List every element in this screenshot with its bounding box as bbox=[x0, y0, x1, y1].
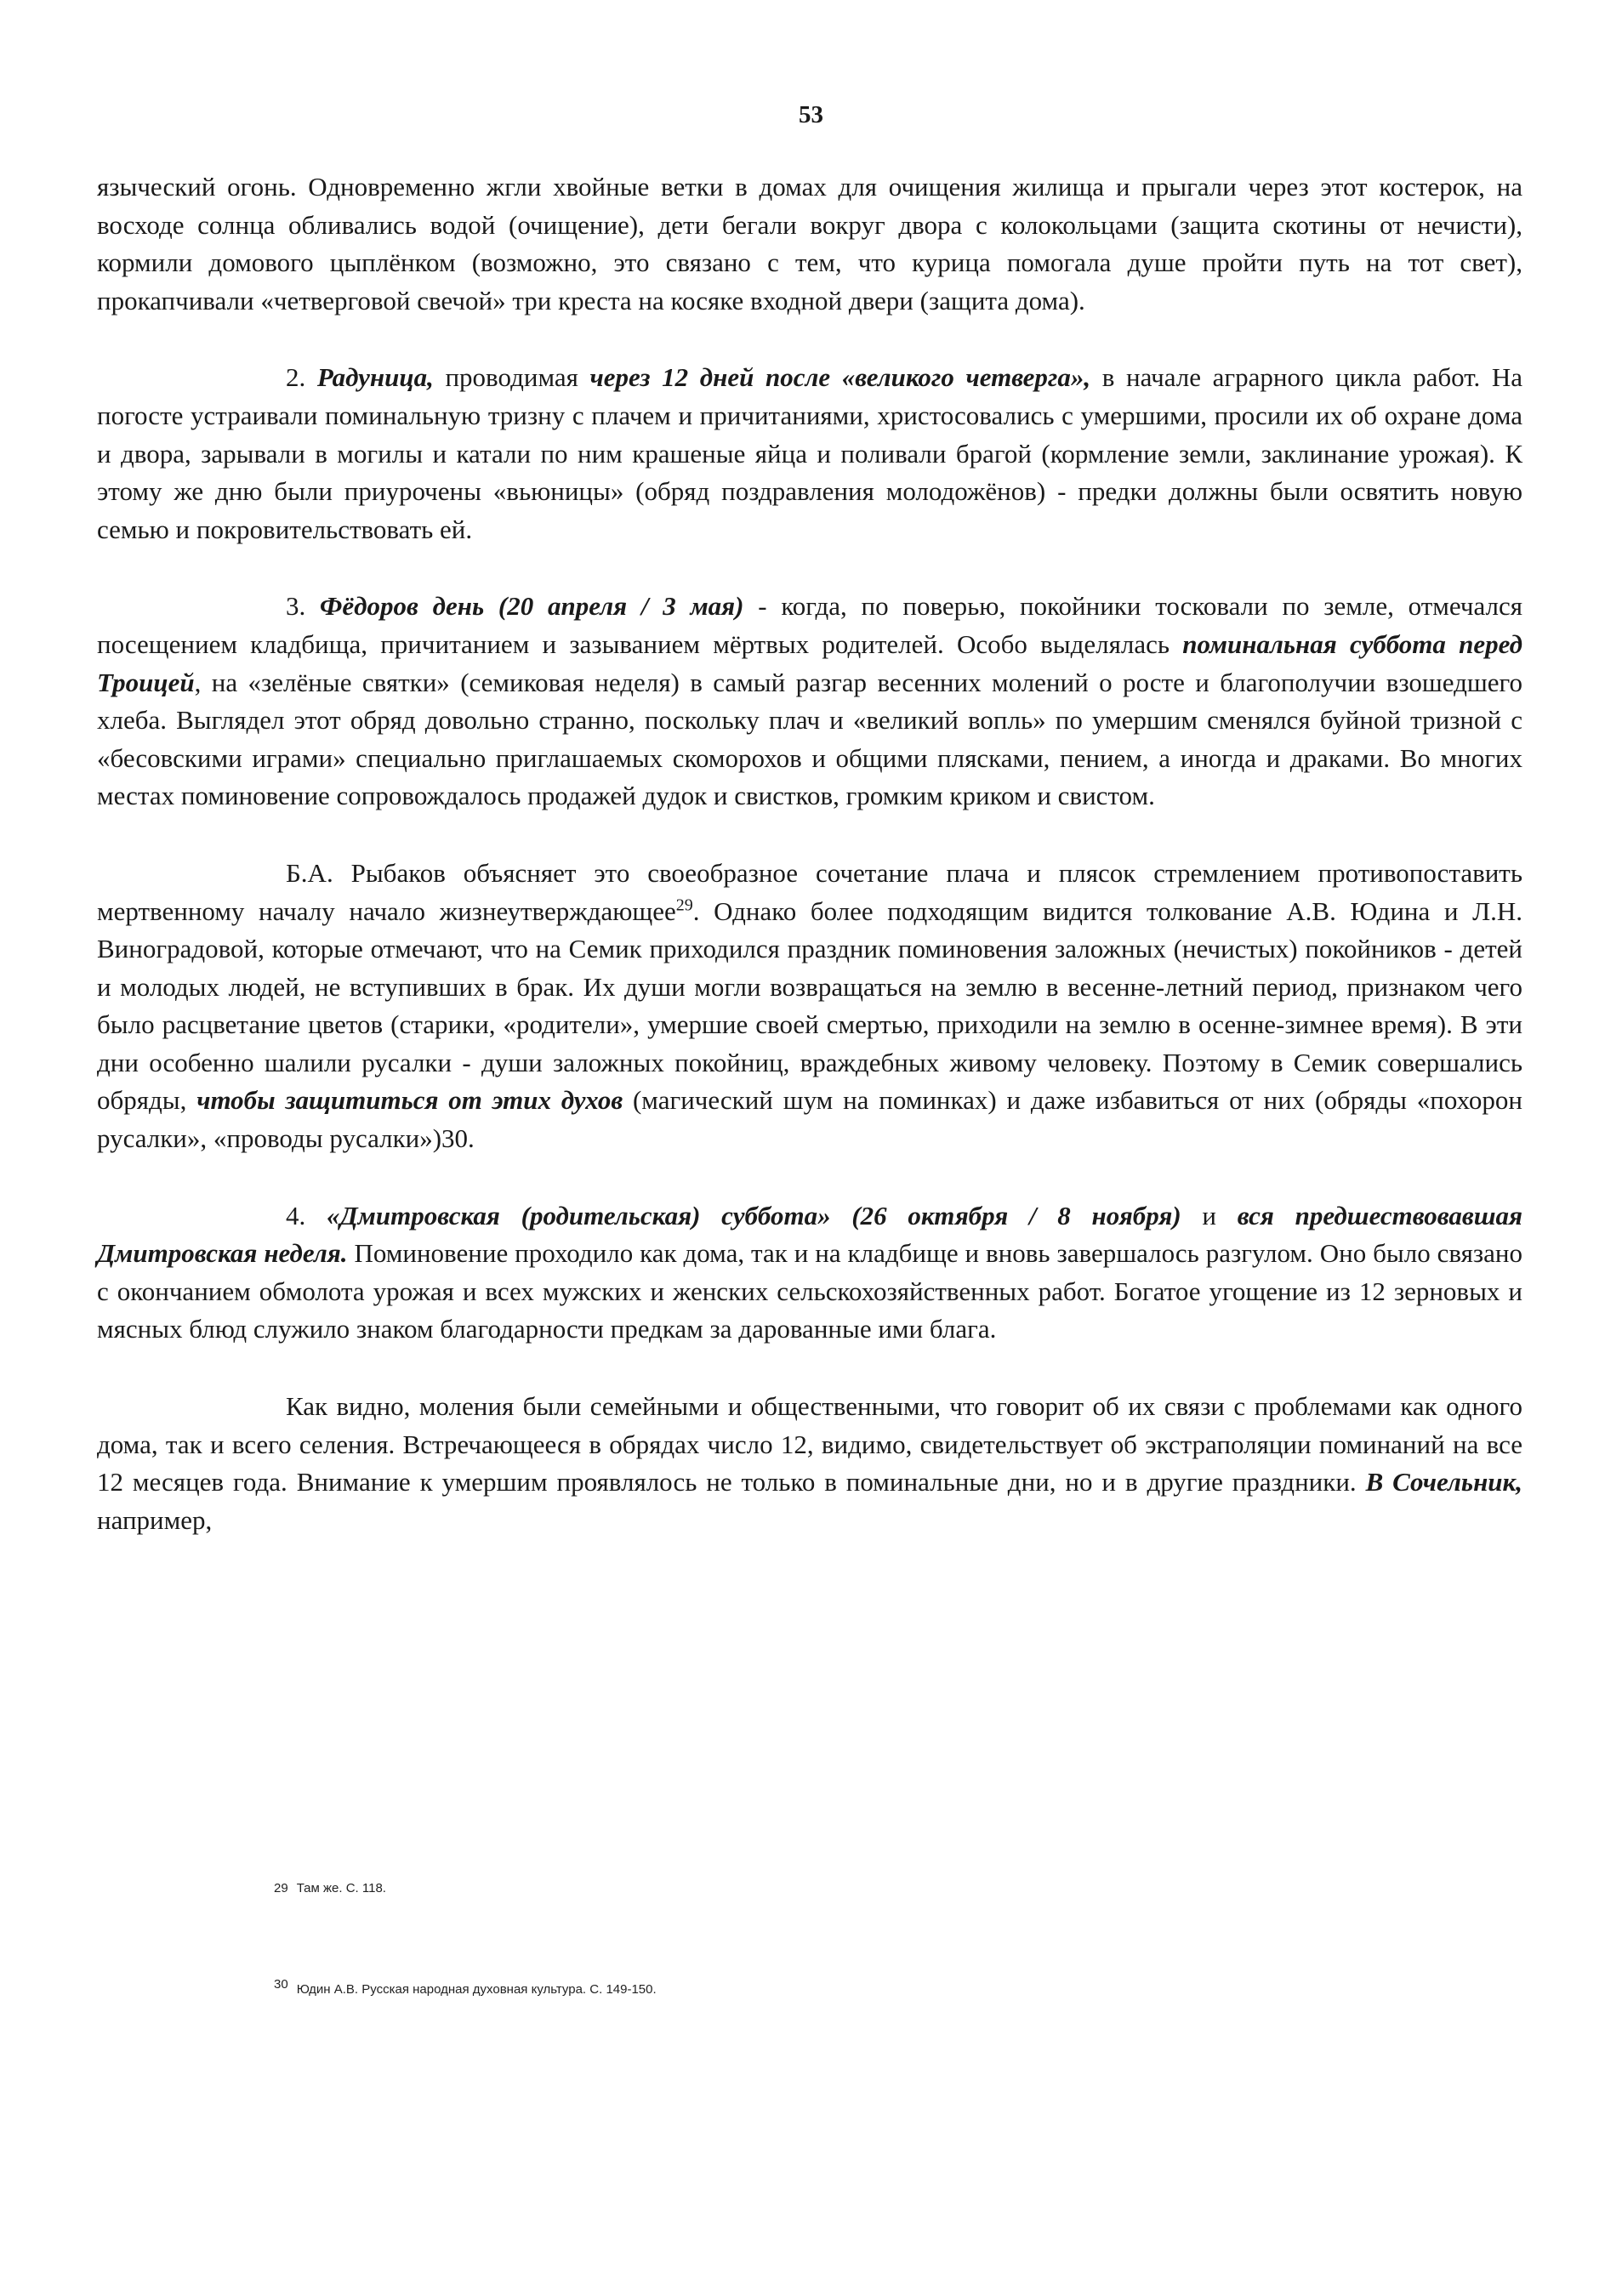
text-run: и bbox=[1181, 1200, 1238, 1230]
emphasis-text: чтобы защититься от этих духов bbox=[196, 1085, 623, 1116]
paragraph-5-dmitrovskaya bbox=[97, 1197, 1522, 1349]
paragraph-2-radunitsa bbox=[97, 359, 1522, 548]
footnote-29 bbox=[274, 1880, 386, 1897]
text-run: 2. bbox=[286, 362, 317, 393]
text-run: Как видно, моления были семейными и общественными, что говорит об их связи с проблемами как одного дома, так и всего селения. Встречающееся в обрядах число 12, видимо, свидетельствует об экстраполяции поминаний на все 12 месяцев года. Внимание к умершим проявлялось не только в поминальные дни, но и в другие праздники. bbox=[97, 1391, 1522, 1498]
text-run: , на «зелёные святки» (семиковая неделя) в самый разгар весенних молений о росте и благополучии взошедшего хлеба. Выглядел этот обряд довольно странно, поскольку плач и «великий вопль» по умершим сменялся буйной тризной с «бесовскими играми» специально приглашаемых скоморохов и общими плясками, пением, а иногда и драками. Во многих местах поминовение сопровождалось продажей дудок и свистков, громким криком и свистом. bbox=[97, 667, 1522, 811]
body-text bbox=[97, 168, 1522, 1539]
text-run: 3. bbox=[286, 591, 321, 622]
text-run: Б.А. Рыбаков объясняет это своеобразное сочетание плача и плясок стремлением противопоставить мертвенному началу начало жизнеутверждающее bbox=[97, 857, 1522, 926]
emphasis-text: Радуница, bbox=[316, 362, 434, 393]
emphasis-text: Фёдоров день (20 апреля / 3 мая) bbox=[320, 591, 744, 622]
emphasis-text: через 12 дней после «великого четверга», bbox=[589, 362, 1091, 393]
emphasis-text: В Сочельник, bbox=[1365, 1467, 1522, 1498]
paragraph-4-rybakov bbox=[97, 855, 1522, 1158]
paragraph-1 bbox=[97, 168, 1522, 320]
footnote-ref: 29 bbox=[675, 895, 693, 915]
text-run: в начале аграрного цикла работ. На погосте устраивали поминальную тризну с плачем и причитаниями, христосовались с умершими, просили их об охране дома и двора, зарывали в могилы и катали по ним крашеные яйца и поливали брагой (кормление земли, заклинание урожая). К этому же дню были приурочены «вьюницы» (обряд поздравления молодожёнов) - предки должны были освятить новую семью и покровительствовать ей. bbox=[97, 362, 1522, 544]
text-run: (магический шум на поминках) и даже избавиться от них (обряды «похорон русалки», «проводы русалки»)30. bbox=[97, 1085, 1522, 1154]
emphasis-text: «Дмитровская (родительская) суббота» (26 октября / 8 ноября) bbox=[327, 1200, 1181, 1230]
text-run: языческий огонь. Одновременно жгли хвойные ветки в домах для очищения жилища и прыгали через этот костерок, на восходе солнца обливались водой (очищение), дети бегали вокруг двора с колокольцами (защита скотины от нечисти), кормили домового цыплёнком (возможно, это связано с тем, что курица помогала душе пройти путь на тот свет), прокапчивали «четверговой свечой» три креста на косяке входной двери (защита дома). bbox=[97, 172, 1522, 315]
emphasis-text: поминальная суббота перед Троицей bbox=[97, 628, 1522, 697]
footnote-text: Там же. С. 118. bbox=[296, 1881, 386, 1895]
text-run: Поминовение проходило как дома, так и на кладбище и вновь завершалось разгулом. Оно было связано с окончанием обмолота урожая и всех мужских и женских сельскохозяйственных работ. Богатое угощение из 12 зерновых и мясных блюд служило знаком благодарности предкам за дарованные ими блага. bbox=[97, 1238, 1522, 1344]
text-run: . Однако более подходящим видится толкование А.В. Юдина и Л.Н. Виноградовой, которые отмечают, что на Семик приходился праздник поминовения заложных (нечистых) покойников - детей и молодых людей, не вступивших в брак. Их души могли возвращаться на землю в весенне-летний период, признаком чего было расцветание цветов (старики, «родители», умершие своей смертью, приходили на землю в осенне-зимнее время). В эти дни особенно шалили русалки - души заложных покойниц, враждебных живому человеку. Поэтому в Семик совершались обряды, bbox=[97, 895, 1522, 1116]
text-run: например, bbox=[97, 1504, 213, 1535]
page-number: 53 bbox=[799, 101, 823, 128]
text-run: 4. bbox=[286, 1200, 327, 1230]
footnote-number: 30 bbox=[274, 1977, 288, 1992]
footnote-30 bbox=[274, 1977, 657, 1998]
text-run: проводимая bbox=[433, 362, 590, 393]
footnote-number: 29 bbox=[274, 1881, 288, 1895]
paragraph-3-fedorov-day bbox=[97, 588, 1522, 816]
footnote-text: Юдин А.В. Русская народная духовная культура. С. 149-150. bbox=[296, 1982, 657, 1997]
text-run: - когда, по поверью, покойники тосковали по земле, отмечался посещением кладбища, причитанием и зазыванием мёртвых родителей. Особо выделялась bbox=[97, 591, 1523, 659]
paragraph-6-conclusion bbox=[97, 1388, 1522, 1539]
emphasis-text: вся предшествовавшая Дмитровская неделя. bbox=[97, 1200, 1523, 1269]
